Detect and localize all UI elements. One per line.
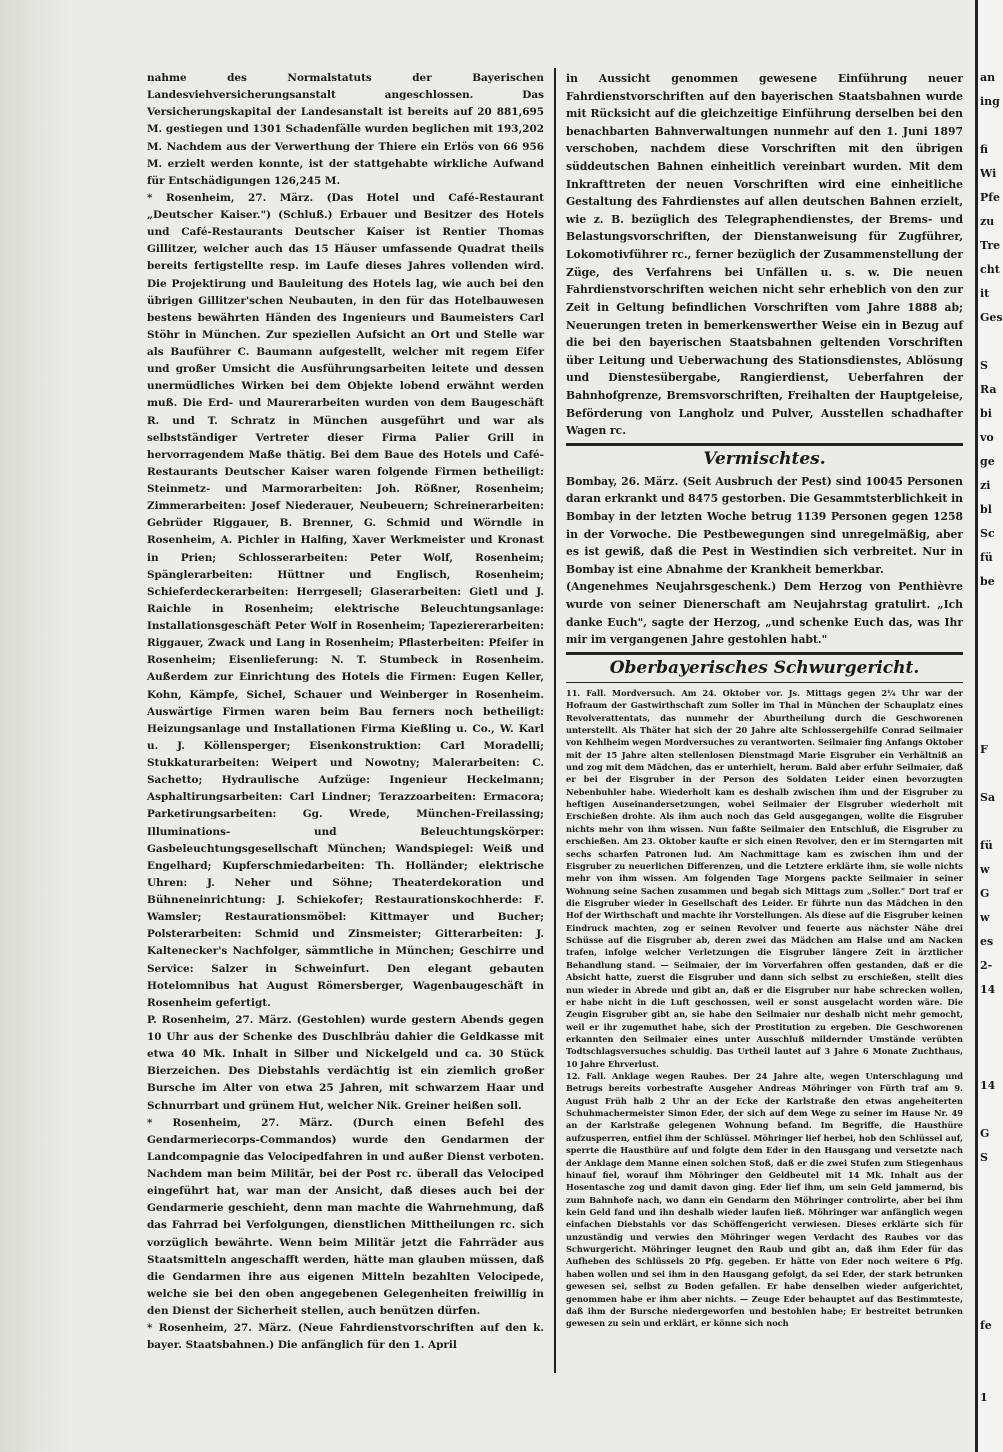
adjacent-page-fragment: es — [980, 935, 994, 948]
adjacent-page-fragment: 14 — [980, 983, 996, 996]
article-paragraph: P. Rosenheim, 27. März. (Gestohlen) wurde gestern Abends gegen 10 Uhr aus der Schenke des Duschlbräu dahier die Geldkasse mit etwa 40 Mk. Inhalt in Silber und Nickelgeld und ca. 30 Stück Bierzeichen. Des Diebstahls verdächtig ist ein ziemlich großer Bursche im Alter von etwa 25 Jahren, mit schwarzem Haar und Schnurrbart und grünem Hut, welcher Nik. Greiner heißen soll. — [147, 1013, 544, 1112]
article-paragraph: * Rosenheim, 27. März. (Das Hotel und Café-Restaurant „Deutscher Kaiser.") (Schluß.) Erbauer und Besitzer des Hotels und Café-Restaurants Deutscher Kaiser ist Rentier Thomas Gillitzer, welcher auch das 15 Häuser umfassende Quadrat theils bereits fertigstellte resp. im Laufe dieses Jahres vollenden wird. Die Projektirung und Bauleitung des Hotels lag, wie auch bei den übrigen Gillitzer'schen Neubauten, in den für das Hotelbauwesen bestens bewährten Händen des Ingenieurs und Baumeisters Carl Stöhr in München. Zur speziellen Aufsicht an Ort und Stelle war als Bauführer C. Baumann aufgestellt, welcher mit regem Eifer und großer Umsicht die Ausführungsarbeiten leitete und dessen unermüdliches Wirken bei dem Objekte lobend erwähnt werden muß. Die Erd- und Maurerarbeiten wurden von dem Baugeschäft R. und T. Schratz in München ausgeführt und war als selbstständiger Vertreter dieser Firma Palier Grill in hervorragendem Maße thätig. Bei dem Baue des Hotels und Café-Restaurants Deutscher Kaiser waren folgende Firmen betheiligt: Steinmetz- und Marmorarbeiten: Joh. Rößner, Rosenheim; Zimmerarbeiten: Josef Niederauer, Neubeuern; Schreinerarbeiten: Gebrüder Riggauer, B. Brenner, G. Schmid und Wörndle in Rosenheim, A. Pichler in Halfing, Xaver Werkmeister und Kronast in Prien; Schlosserarbeiten: Peter Wolf, Rosenheim; Spänglerarbeiten: Hüttner und Englisch, Rosenheim; Schieferdeckerarbeiten: Herrgesell; Glaserarbeiten: Gietl und J. Raichle in Rosenheim; elektrische Beleuchtungsanlage: Installationsgeschäft Peter Wolf in Rosenheim; Tapeziererarbeiten: Riggauer, Zwack und Lang in Rosenheim; Pflasterbeiten: Pfeifer in Rosenheim; Eisenlieferung: N. T. Stumbeck in Rosenheim. Außerdem zur Einrichtung des Hotels die Firmen: Eugen Keller, Kohn, Kämpfe, Sichel, Schauer und Weinberger in Rosenheim. Auswärtige Firmen waren beim Bau ferners noch betheiligt: Heizungsanlage und Installationen Firma Kießling u. Co., W. Karl u. J. Köllensperger; Eisenkonstruktion: Carl Moradelli; Stukkaturarbeiten: Weipert und Nowotny; Malerarbeiten: C. Sachetto; Hydraulische Aufzüge: Ingenieur Heckelmann; Asphaltirungsarbeiten: Carl Lindner; Terazzoarbeiten: Ermacora; Parketirungsarbeiten: Gg. Wrede, München-Freilassing; Illuminations- und Beleuchtungskörper: Gasbeleuchtungsgesellschaft München; Wandspiegel: Weiß und Engelhard; Kupferschmiedarbeiten: Th. Holländer; elektrische Uhren: J. Neher und Söhne; Theaterdekoration und Bühneneinrichtung: J. Schiekofer; Restaurationskochherde: F. Wamsler; Restaurationsmöbel: Kittmayer und Bucher; Polsterarbeiten: Schmid und Zinsmeister; Gitterarbeiten: J. Kaltenecker's Nachfolger, sämmtliche in München; Geschirre und Service: Salzer in Schweinfurt. Den elegant gebauten Hotelomnibus hat August Römersberger, Wagenbaugeschäft in Rosenheim gefertigt. — [147, 191, 544, 1009]
adjacent-page-fragment: 1 — [980, 1391, 988, 1404]
adjacent-page-fragment: an — [980, 71, 996, 84]
adjacent-page-fragment: F — [980, 743, 988, 756]
adjacent-page-fragment: w — [980, 911, 990, 924]
adjacent-page-fragment: zi — [980, 479, 991, 492]
adjacent-page-fragment: bl — [980, 503, 992, 516]
adjacent-page-fragment: fe — [980, 1319, 992, 1332]
section-rule — [566, 682, 963, 683]
adjacent-page-fragment: 14 — [980, 1079, 996, 1092]
adjacent-page-fragment: zu — [980, 215, 995, 228]
section-rule — [566, 443, 963, 446]
article-paragraph: nahme des Normalstatuts der Bayerischen Landesviehversicherungsanstalt angeschlossen. Das Versicherungskapital der Landesanstalt ist bereits auf 20 881,695 M. gestiegen und 1301 Schadenfälle wurden beglichen mit 193,202 M. Nachdem aus der Verwerthung der Thiere ein Erlös von 66 956 M. erzielt werden konnte, ist der stattgehabte wirkliche Aufwand für Entschädigungen 126,245 M. — [147, 72, 544, 187]
adjacent-page-edge — [975, 0, 1003, 1452]
adjacent-page-fragment: vo — [980, 431, 994, 444]
article-paragraph: * Rosenheim, 27. März. (Neue Fahrdienstvorschriften auf den k. bayer. Staatsbahnen.) Die anfänglich für den 1. April — [147, 1322, 544, 1352]
adjacent-page-fragment: G — [980, 1127, 990, 1140]
adjacent-page-fragment: fi — [980, 143, 988, 156]
adjacent-page-fragment: it — [980, 287, 990, 300]
column-divider — [554, 68, 556, 1373]
adjacent-page-fragment: S — [980, 1151, 988, 1164]
adjacent-page-fragment: Wi — [980, 167, 997, 180]
adjacent-page-fragment: Sc — [980, 527, 995, 540]
adjacent-page-fragment: w — [980, 863, 990, 876]
article-paragraph: * Rosenheim, 27. März. (Durch einen Befehl des Gendarmeriecorps-Commandos) wurde den Gendarmen der Landcompagnie das Velocipedfahren in und außer Dienst verboten. Nachdem man beim Militär, bei der Post rc. überall das Velociped eingeführt hat, war man der Ansicht, daß dieses auch bei der Gendarmerie geschieht, denn man machte die Wahrnehmung, daß das Fahrrad bei Verfolgungen, dienstlichen Mittheilungen rc. sich vorzüglich bewährte. Wenn beim Militär jetzt die Fahrräder aus Staatsmitteln angeschafft werden, hätte man glauben müssen, daß die Gendarmen ihre aus eigenen Mitteln bezahlten Velocipede, welche sie bei den oben angegebenen Gelegenheiten freiwillig in den Dienst der Sicherheit stellen, auch benützen dürfen. — [147, 1116, 544, 1317]
section-heading-schwurgericht: Oberbayerisches Schwurgericht. — [609, 657, 920, 678]
section-heading-vermischtes: Vermischtes. — [703, 448, 826, 469]
left-column — [147, 70, 544, 1354]
adjacent-page-fragment: Sa — [980, 791, 996, 804]
adjacent-page-fragment: Tre — [980, 239, 1001, 252]
adjacent-page-fragment: be — [980, 575, 995, 588]
adjacent-page-fragment: ge — [980, 455, 995, 468]
adjacent-page-fragment: Ges — [980, 311, 1003, 324]
court-case-paragraph: 12. Fall. Anklage wegen Raubes. Der 24 Jahre alte, wegen Unterschlagung und Betrugs bereits vorbestrafte Ausgeher Andreas Möhringer von Fürth traf am 9. August Früh halb 2 Uhr an der Ecke der Karlstraße den etwas angeheiterten Schuhmachermeister Simon Eder, der sich auf dem Wege zu seiner im Hause Nr. 49 an der Karlstraße gelegenen Wohnung befand. Im Begriffe, die Hausthüre aufzusperren, entfiel ihm der Schlüssel. Möhringer lief herbei, hob den Schlüssel auf, sperrte die Hausthüre auf und folgte dem Eder in den Hausgang und versetzte nach der Anklage dem Manne einen solchen Stoß, daß er die zwei Stufen zum Stiegenhaus hinauf fiel, worauf ihm Möhringer den Geldbeutel mit 14 Mk. Inhalt aus der Hosentasche zog und damit davon ging. Eder lief ihm, um sein Geld jammernd, bis zum Bahnhofe nach, wo dann ein Gendarm den Möhringer controlirte, aber bei ihm kein Geld fand und ihn deshalb wieder laufen ließ. Möhringer war anfänglich wegen einfachen Diebstahls vor das Schöffengericht verwiesen. Dieses erklärte sich für unzuständig und verwies den Möhringer wegen Verdacht des Raubes vor das Schwurgericht. Möhringer leugnet den Raub und gibt an, daß ihm Eder für das Aufheben des Schlüssels 20 Pfg. gegeben. Er hätte von Eder noch weitere 6 Pfg. haben wollen und sei ihm in den Hausgang gefolgt, da sei Eder, der stark betrunken gewesen sei, selbst zu Boden gefallen. Er habe denselben wieder aufgerichtet, genommen habe er ihm aber nichts. — Zeuge Eder behauptet auf das Bestimmteste, daß ihm der Bursche niedergeworfen und bestohlen habe; Er bestreitet betrunken gewesen zu sein und erklärt, er könne sich noch — [566, 1071, 963, 1329]
right-column — [566, 70, 963, 1330]
adjacent-page-fragment: fü — [980, 839, 993, 852]
adjacent-page-fragment: ing — [980, 95, 1000, 108]
article-paragraph: (Angenehmes Neujahrsgeschenk.) Dem Herzog von Penthièvre wurde von seiner Dienerschaft am Neujahrstag gratulirt. „Ich danke Euch", sagte der Herzog, „und schenke Euch das, was Ihr mir im vergangenen Jahre gestohlen habt." — [566, 580, 963, 647]
adjacent-page-fragment: Pfe — [980, 191, 1001, 204]
adjacent-page-fragment: G — [980, 887, 990, 900]
adjacent-page-fragment: S — [980, 359, 988, 372]
adjacent-page-fragment: 2- — [980, 959, 993, 972]
article-paragraph: Bombay, 26. März. (Seit Ausbruch der Pest) sind 10045 Personen daran erkrankt und 8475 gestorben. Die Gesammtsterblichkeit in Bombay in der letzten Woche betrug 1139 Personen gegen 1258 in der Vorwoche. Die Pestbewegungen sind unregelmäßig, aber es ist gewiß, daß die Pest in Westindien sich verbreitet. Nur in Bombay ist eine Abnahme der Krankheit bemerkbar. — [566, 474, 963, 576]
adjacent-page-fragment: fü — [980, 551, 993, 564]
adjacent-page-fragment: bi — [980, 407, 992, 420]
adjacent-page-fragment: cht — [980, 263, 1000, 276]
article-paragraph: in Aussicht genommen gewesene Einführung neuer Fahrdienstvorschriften auf den bayerischen Staatsbahnen wurde mit Rücksicht auf die gleichzeitige Einführung derselben bei den benachbarten Bahnverwaltungen nunmehr auf den 1. Juni 1897 verschoben, nachdem diese Vorschriften mit den übrigen süddeutschen Bahnen einheitlich vereinbart wurden. Mit dem Inkrafttreten der neuen Vorschriften wird eine einheitliche Gestaltung des Fahrdienstes auf allen deutschen Bahnen erzielt, wie z. B. bezüglich des Telegraphendienstes, der Brems- und Belastungsvorschriften, der Dienstanweisung für Zugführer, Lokomotivführer rc., ferner bezüglich der Zusammenstellung der Züge, des Verfahrens bei Unfällen u. s. w. Die neuen Fahrdienstvorschriften weichen nicht sehr erheblich von den zur Zeit in Geltung befindlichen Vorschriften vom Jahre 1888 ab; Neuerungen treten in bemerkenswerther Weise ein in Bezug auf die bei den bayerischen Staatsbahnen geltenden Vorschriften über Leitung und Ueberwachung des Stationsdienstes, Ablösung und Dienstesübergabe, Rangierdienst, Ueberfahren der Bahnhofgrenze, Bremsvorschriften, Freihalten der Hauptgeleise, Beförderung von Langholz und Pulver, Ausstellen schadhafter Wagen rc. — [566, 72, 963, 438]
section-rule — [566, 652, 963, 655]
court-case-paragraph: 11. Fall. Mordversuch. Am 24. Oktober vor. Js. Mittags gegen 2¼ Uhr war der Hofraum der Gastwirthschaft zum Soller im Thal in München der Schauplatz eines Revolverattentats, das nunmehr der Aburtheilung durch die Geschworenen unterstellt. Als Thäter hat sich der 20 Jahre alte Schlossergehilfe Conrad Seilmaier von Kehlheim wegen Mordversuches zu verantworten. Seilmaier fing Anfangs Oktober mit der 15 Jahre alten stellenlosen Dienstmagd Marie Eisgruber ein Verhältniß an und zog mit dem Mädchen, das er unterhielt, herum. Bald aber erfuhr Seilmaier, daß er bei der Eisgruber in der Person des Soldaten Leider einen bevorzugten Nebenbuhler habe. Wiederholt kam es deshalb zwischen ihm und der Eisgruber zu heftigen Auseinandersetzungen, wobei Seilmaier der Eisgruber wiederholt mit Erschießen drohte. Als ihm auch noch das Geld ausgegangen, wollte die Eisgruber nichts mehr von ihm wissen. Nun faßte Seilmaier den Entschluß, die Eisgruber zu erschießen. Am 23. Oktober kaufte er sich einen Revolver, den er im Sterngarten mit sechs scharfen Patronen lud. Am Nachmittage kam es zwischen ihm und der Eisgruber zu neuerlichen Differenzen, und die Letztere erklärte ihm, sie wolle nichts mehr von ihm wissen. Am folgenden Tage Morgens packte Seilmaier in seiner Wohnung seine Sachen zusammen und begab sich Mittags zum „Soller." Dort traf er die Eisgruber wieder in Gesellschaft des Leider. Er führte nun das Mädchen in den Hof der Wirthschaft und machte ihr Vorstellungen. Als diese auf die Eisgruber keinen Eindruck machten, zog er seinen Revolver und feuerte aus nächster Nähe drei Schüsse auf die Eisgruber ab, deren zwei das Mädchen am Halse und am Nacken trafen, infolge welcher Verletzungen die Eisgruber längere Zeit in ärztlicher Behandlung stand. — Seilmaier, der im Vorverfahren offen gestanden, daß er die Absicht hatte, zuerst die Eisgruber und dann sich selbst zu erschießen, stellt dies nun wieder in Abrede und gibt an, daß er die Eisgruber nur habe schrecken wollen, er habe nicht in die Luft geschossen, weil er sonst ausgelacht worden wäre. Die Zeugin Eisgruber gibt an, sie habe den Seilmaier nur deshalb nicht mehr gemocht, weil er ihr zugemuthet habe, sich der Prostitution zu ergeben. Die Geschworenen erkannten den Seilmaier eines unter Ausschluß mildernder Umstände verübten Todtschlagsversuches schuldig. Das Urtheil lautet auf 3 Jahre 6 Monate Zuchthaus, 10 Jahre Ehrverlust. — [566, 687, 963, 1069]
adjacent-page-fragment: Ra — [980, 383, 997, 396]
binding-edge — [0, 0, 70, 1452]
